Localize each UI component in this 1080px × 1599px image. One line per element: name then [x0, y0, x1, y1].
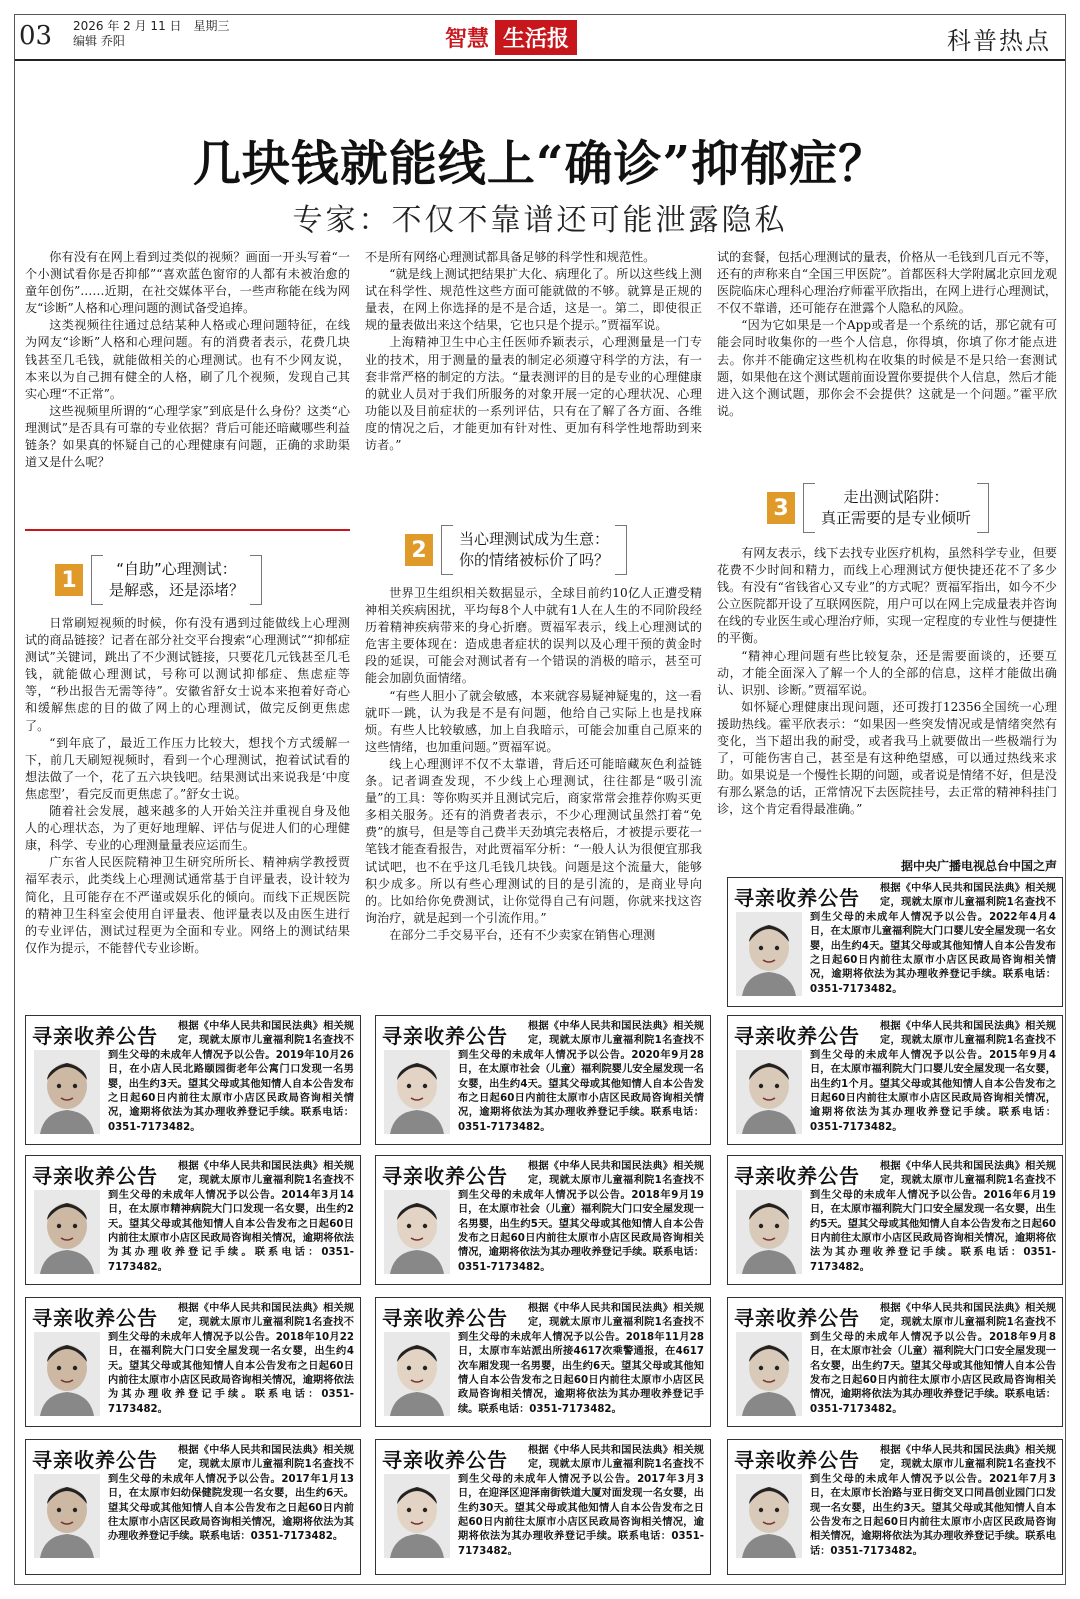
notice-text: 根据《中华人民共和国民法典》相关规定，现就太原市儿童福利院1名查找不到生父母的未成年人情况予以公告。2017年1月13日，在太原市妇幼保健院发现一名女婴，出生约6天。望其父母或其他知情人自本公告发布之日起60日内前往太原市小店区民政局咨询相关情况，逾期将依法为其办理收养登记手续。联系电话：0351-7173482。: [108, 1445, 354, 1543]
bracket-right: [615, 525, 627, 575]
notice-text: 根据《中华人民共和国民法典》相关规定，现就太原市儿童福利院1名查找不到生父母的未成年人情况予以公告。2014年3月14日，在太原市精神病院大门口发现一名女婴，出生约2天。望其父母或其他知情人自本公告发布之日起60日内前往太原市小店区民政局咨询相关情况，逾期将依法为其办理收养登记手续。联系电话：0351-7173482。: [108, 1161, 354, 1273]
adoption-notice: [375, 1439, 711, 1575]
section-heading-3: [767, 483, 989, 533]
adoption-notice: [727, 877, 1063, 1007]
paragraph: “有些人胆小了就会敏感，本来就容易疑神疑鬼的，这一看就吓一跳，认为我是不是有问题，他给自己实际上也是找麻烦。有些人比较敏感，加上自我暗示，可能会加重自己原来的这些情绪，也加重问题。”贾福军说。: [365, 688, 702, 754]
notice-text: 根据《中华人民共和国民法典》相关规定，现就太原市儿童福利院1名查找不到生父母的未成年人情况予以公告。2021年7月3日，在太原市长治路与亚日街交叉口同昌创业园门口发现一名女婴，出生约3天。望其父母或其他知情人自本公告发布之日起60日内前往太原市小店区民政局咨询相关情况，逾期将依法为其办理收养登记手续。联系电话：0351-7173482。: [810, 1445, 1056, 1557]
notice-title: 寻亲收养公告: [32, 1306, 158, 1330]
heading-line: 是解惑，还是添堵？: [109, 581, 245, 599]
notice-title: 寻亲收养公告: [382, 1306, 508, 1330]
heading-line: “自助”心理测试：: [116, 560, 237, 578]
paragraph: “因为它如果是一个App或者是一个系统的话，那它就有可能会同时收集你的一些个人信息，你得填，你填了你才能点进去。你并不能确定这些机构在收集的时候是不是只给一套测试题，如果他在这个测试题前面设置你要提供个人信息，然后才能进入这个测试题，那你会不会提供？这就是一个问题。”霍平欣说。: [717, 318, 1057, 418]
notice-title: 寻亲收养公告: [32, 1024, 158, 1048]
heading-line: 当心理测试成为生意：: [459, 530, 610, 548]
adoption-notice: [727, 1297, 1063, 1427]
source-credit: 据中央广播电视总台中国之声: [900, 859, 1057, 873]
notice-text: 根据《中华人民共和国民法典》相关规定，现就太原市儿童福利院1名查找不到生父母的未成年人情况予以公告。2015年9月4日，在太原市福利院大门口婴儿安全屋发现一名女婴，出生约1个月。望其父母或其他知情人自本公告发布之日起60日内前往太原市小店区民政局咨询相关情况，逾期将依法为其办理收养登记手续。联系电话：0351-7173482。: [810, 1021, 1056, 1133]
logo-prefix: 智慧: [445, 25, 490, 52]
paragraph: 世界卫生组织相关数据显示，全球目前约10亿人正遭受精神相关疾病困扰，平均每8个人中就有1人在人生的不同阶段经历着精神疾病带来的身心折磨。贾福军表示，线上心理测试的危害主要体现在：造成患者症状的误判以及心理干预的黄金时段的延误，可能会对测试者有一个错误的消极的暗示，甚至可能会加剧负面情绪。: [365, 586, 702, 686]
notice-title: 寻亲收养公告: [32, 1448, 158, 1472]
notice-title: 寻亲收养公告: [734, 1306, 860, 1330]
notice-text: 根据《中华人民共和国民法典》相关规定，现就太原市儿童福利院1名查找不到生父母的未成年人情况予以公告。2018年11月28日，太原市车站派出所接4617次乘警通报，在4617次车厢发现一名男婴，出生约6天。望其父母或其他知情人自本公告发布之日起60日内前往太原市小店区民政局咨询相关情况，逾期将依法为其办理收养登记手续。联系电话：0351-7173482。: [458, 1303, 704, 1415]
bracket-left: [91, 555, 103, 605]
paragraph: 日常刷短视频的时候，你有没有遇到过能做线上心理测试的商品链接？记者在部分社交平台搜索“心理测试”“抑郁症测试”关键词，跳出了不少测试链接，只要花几元钱甚至几毛钱，就能做心理测试，号称可以测试抑郁症、焦虑症等等，“秒出报告无需等待”。安徽省舒女士说本来抱着好奇心和缓解焦虑的目的做了网上的心理测试，做完反倒更焦虑了。: [25, 616, 350, 733]
child-photo: [736, 1050, 802, 1134]
paragraph: 你有没有在网上看到过类似的视频？画面一开头写着“一个小测试看你是否抑郁”“喜欢蓝色窗帘的人都有未被治愈的童年创伤”……近期，在社交媒体平台，一些声称能在线为网友“诊断”人格和心理问题的测试备受追捧。: [25, 250, 350, 316]
editor-credit: 编辑 乔阳: [73, 34, 125, 48]
adoption-notice: [25, 1297, 361, 1427]
adoption-notice: [375, 1155, 711, 1285]
heading-line: 走出测试陷阱：: [843, 488, 949, 506]
adoption-notice: [727, 1155, 1063, 1285]
notice-text: 根据《中华人民共和国民法典》相关规定，现就太原市儿童福利院1名查找不到生父母的未成年人情况予以公告。2018年9月8日，在太原市社会（儿童）福利院大门口安全屋发现一名女婴，出生约7天。望其父母或其他知情人自本公告发布之日起60日内前往太原市小店区民政局咨询相关情况，逾期将依法为其办理收养登记手续。联系电话：0351-7173482。: [810, 1303, 1056, 1415]
paragraph: 这些视频里所谓的“心理学家”到底是什么身份？这类“心理测试”是否具有可靠的专业依据？背后可能还暗藏哪些利益链条？如果真的怀疑自己的心理健康有问题，正确的求助渠道又是什么呢？: [25, 403, 350, 470]
notice-title: 寻亲收养公告: [734, 886, 860, 910]
adoption-notice: [25, 1015, 361, 1145]
child-photo: [736, 1190, 802, 1274]
issue-info: [73, 19, 230, 49]
notice-title: 寻亲收养公告: [734, 1024, 860, 1048]
adoption-notice: [25, 1439, 361, 1575]
paragraph: 广东省人民医院精神卫生研究所所长、精神病学教授贾福军表示，此类线上心理测试通常基于自评量表，设计较为简化，且可能存在不严谨或娱乐化的倾向。而线下正规医院的精神卫生科室会使用自评量表、他评量表以及由医生进行的专业评估，测试过程更为全面和专业。网络上的测试结果仅作为提示，不能替代专业诊断。: [25, 855, 350, 955]
child-photo: [384, 1474, 450, 1558]
paragraph: 试的套餐，包括心理测试的量表，价格从一毛钱到几百元不等，还有的声称来自“全国三甲医院”。首都医科大学附属北京回龙观医院临床心理科心理治疗师霍平欣指出，在网上进行心理测试，不仅不靠谱，还可能存在泄露个人隐私的风险。: [717, 250, 1057, 316]
section-number: 1: [55, 564, 83, 596]
child-photo: [34, 1474, 100, 1558]
section-name: 科普热点: [947, 27, 1051, 55]
section-heading-text: [821, 487, 971, 529]
notice-text: 根据《中华人民共和国民法典》相关规定，现就太原市儿童福利院1名查找不到生父母的未成年人情况予以公告。2017年3月3日，在迎泽区迎泽南街铁道大厦对面发现一名女婴，出生约30天。望其父母或其他知情人自本公告发布之日起60日内前往太原市小店区民政局咨询相关情况，逾期将依法为其办理收养登记手续。联系电话：0351-7173482。: [458, 1445, 704, 1557]
column-1-section-1: [25, 615, 350, 995]
section-number: 3: [767, 492, 795, 524]
bracket-right: [977, 483, 989, 533]
column-3-top: [717, 249, 1057, 469]
child-photo: [34, 1050, 100, 1134]
paragraph: 如怀疑心理健康出现问题，还可拨打12356全国统一心理援助热线。霍平欣表示：“如果因一些突发情况或是情绪突然有变化，当下超出我的耐受，或者我马上就要做出一些极端行为了，可能伤害自己，甚至是有这种绝望感，可以通过热线来求助。如果说是一个慢性长期的问题，或者说是情绪不好，但是没有那么紧急的话，正常情况下去医院挂号，去正常的精神科挂门诊，这个肯定看得最准确。”: [717, 699, 1057, 817]
divider: [25, 529, 350, 531]
masthead-logo: [445, 21, 577, 53]
page-header: [15, 15, 1065, 61]
child-photo: [384, 1050, 450, 1134]
paragraph: 在部分二手交易平台，还有不少卖家在销售心理测: [389, 927, 656, 942]
column-2-top: [365, 249, 702, 505]
child-photo: [34, 1190, 100, 1274]
paragraph: 有网友表示，线下去找专业医疗机构，虽然科学专业，但要花费不少时间和精力，而线上心理测试方便快捷还花不了多少钱。有没有“省钱省心又专业”的方式呢？贾福军指出，如今不少公立医院都开设了互联网医院，用户可以在网上完成量表并咨询在线的专业医生或心理治疗师，实现一定程度的专业性与便捷性的平衡。: [717, 546, 1057, 646]
notice-text: 根据《中华人民共和国民法典》相关规定，现就太原市儿童福利院1名查找不到生父母的未成年人情况予以公告。2022年4月4日，在太原市儿童福利院大门口婴儿安全屋发现一名女婴，出生约4天。望其父母或其他知情人自本公告发布之日起60日内前往太原市小店区民政局咨询相关情况，逾期将依法为其办理收养登记手续。联系电话：0351-7173482。: [810, 883, 1056, 995]
adoption-notice: [25, 1155, 361, 1285]
paragraph: 线上心理测评不仅不太靠谱，背后还可能暗藏灰色利益链条。记者调查发现，不少线上心理测试，往往都是“吸引流量”的工具：等你购买并且测试完后，商家常常会推荐你购买更多相关服务。还有的消费者表示，不少心理测试虽然打着“免费”的旗号，但是等自己费半天劲填完表格后，才被提示要花一笔钱才能查看报告，对此贾福军分析：“一般人认为很便宜那我试试吧，也不在乎这几毛钱几块钱。问题是这个流量大，能够积少成多。所以有些心理测试的目的是引流的，是商业导向的。比如给你免费测试，让你觉得自己有问题，你就来找这咨询治疗，就是起到一个引流作用。”: [365, 756, 702, 925]
adoption-notice: [375, 1297, 711, 1427]
section-heading-text: [109, 559, 244, 601]
section-heading-1: [55, 555, 262, 605]
child-photo: [736, 1474, 802, 1558]
notice-text: 根据《中华人民共和国民法典》相关规定，现就太原市儿童福利院1名查找不到生父母的未成年人情况予以公告。2016年6月19日，在太原市福利院大门口安全屋发现一名女婴，出生约5天。望其父母或其他知情人自本公告发布之日起60日内前往太原市小店区民政局咨询相关情况，逾期将依法为其办理收养登记手续。联系电话：0351-7173482。: [810, 1161, 1056, 1273]
headline: 几块钱就能线上“确诊”抑郁症？: [192, 136, 888, 192]
column-3-section-3: [717, 545, 1057, 875]
paragraph: “精神心理问题有些比较复杂，还是需要面谈的，还要互动，才能全面深入了解一个人的全部的信息，这样才能做出确认、识别、诊断。”贾福军说。: [717, 648, 1057, 697]
child-photo: [736, 912, 802, 996]
notice-text: 根据《中华人民共和国民法典》相关规定，现就太原市儿童福利院1名查找不到生父母的未成年人情况予以公告。2018年10月22日，在福利院大门口安全屋发现一名女婴，出生约4天。望其父母或其他知情人自本公告发布之日起60日内前往太原市小店区民政局咨询相关情况，逾期将依法为其办理收养登记手续。联系电话：0351-7173482。: [108, 1303, 354, 1415]
bracket-left: [441, 525, 453, 575]
adoption-notice: [375, 1015, 711, 1145]
paragraph: “就是线上测试把结果扩大化、病理化了。所以这些线上测试在科学性、规范性这些方面可能就做的不够。就算是正规的量表，在网上你选择的是不是合适，这是一。第二，即使很正规的量表做出来这个结果，它也只是个提示。”贾福军说。: [365, 267, 702, 333]
child-photo: [34, 1332, 100, 1416]
notice-title: 寻亲收养公告: [734, 1448, 860, 1472]
notice-title: 寻亲收养公告: [32, 1164, 158, 1188]
section-heading-text: [459, 529, 609, 571]
bracket-right: [250, 555, 262, 605]
logo-name: 生活报: [495, 20, 577, 55]
bracket-left: [803, 483, 815, 533]
notice-text: 根据《中华人民共和国民法典》相关规定，现就太原市儿童福利院1名查找不到生父母的未成年人情况予以公告。2019年10月26日，在小店人民北路颐园街老年公寓门口发现一名男婴，出生约3天。望其父母或其他知情人自本公告发布之日起60日内前往太原市小店区民政局咨询相关情况，逾期将依法为其办理收养登记手续。联系电话：0351-7173482。: [108, 1021, 354, 1133]
notice-title: 寻亲收养公告: [382, 1448, 508, 1472]
column-1-intro: [25, 249, 350, 539]
paragraph: 这类视频往往通过总结某种人格或心理问题特征，在线为网友“诊断”人格和心理问题。有的消费者表示，花费几块钱甚至几毛钱，就能做相关的心理测试。也有不少网友说，本来以为自己拥有健全的人格，刷了几个视频，发现自己其实心理“不正常”。: [25, 318, 350, 401]
paragraph: 上海精神卫生中心主任医师乔颖表示，心理测量是一门专业的技术，用于测量的量表的制定必须遵守科学的方法，有一套非常严格的制定的方法。“量表测评的目的是专业的心理健康的就业人员对于我们所服务的对象开展一定的心理状况、心理功能以及目前症状的一系列评估，只有在了解了各方面、各维度的情况之后，才能更加有针对性、更加有科学性地帮助到来访者。”: [365, 335, 702, 453]
column-2-section-2: [365, 585, 702, 995]
paragraph: “到年底了，最近工作压力比较大，想找个方式缓解一下，前几天刷短视频时，看到一个心理测试，抱着试试看的想法做了一个，花了五六块钱吧。结果测试出来说我是‘中度焦虑型’，看完反而更焦虑了。”舒女士说。: [25, 735, 350, 801]
notice-text: 根据《中华人民共和国民法典》相关规定，现就太原市儿童福利院1名查找不到生父母的未成年人情况予以公告。2020年9月28日，在太原市社会（儿童）福利院婴儿安全屋发现一名女婴，出生约4天。望其父母或其他知情人自本公告发布之日起60日内前往太原市小店区民政局咨询相关情况，逾期将依法为其办理收养登记手续。联系电话：0351-7173482。: [458, 1021, 704, 1133]
notice-title: 寻亲收养公告: [382, 1164, 508, 1188]
notice-title: 寻亲收养公告: [382, 1024, 508, 1048]
newspaper-page: [14, 14, 1066, 1585]
notice-title: 寻亲收养公告: [734, 1164, 860, 1188]
page-number: 03: [19, 21, 53, 51]
section-number: 2: [405, 534, 433, 566]
adoption-notice: [727, 1439, 1063, 1575]
child-photo: [736, 1332, 802, 1416]
paragraph: 随着社会发展，越来越多的人开始关注并重视自身及他人的心理状态，为了更好地理解、评估与促进人们的心理健康，科学、专业的心理测量量表应运而生。: [25, 804, 350, 853]
heading-line: 真正需要的是专业倾听: [821, 509, 972, 527]
notice-text: 根据《中华人民共和国民法典》相关规定，现就太原市儿童福利院1名查找不到生父母的未成年人情况予以公告。2018年9月19日，在太原市社会（儿童）福利院大门口安全屋发现一名男婴，出生约5天。望其父母或其他知情人自本公告发布之日起60日内前往太原市小店区民政局咨询相关情况，逾期将依法为其办理收养登记手续。联系电话：0351-7173482。: [458, 1161, 704, 1273]
issue-date: 2026 年 2 月 11 日 星期三: [73, 19, 230, 33]
adoption-notice: [727, 1015, 1063, 1145]
heading-line: 你的情绪被标价了吗？: [459, 551, 610, 569]
child-photo: [384, 1332, 450, 1416]
child-photo: [384, 1190, 450, 1274]
paragraph: 不是所有网络心理测试都具备足够的科学性和规范性。: [365, 250, 656, 264]
subheadline: 专家：不仅不靠谱还可能泄露隐私: [292, 203, 788, 238]
section-heading-2: [405, 525, 627, 575]
